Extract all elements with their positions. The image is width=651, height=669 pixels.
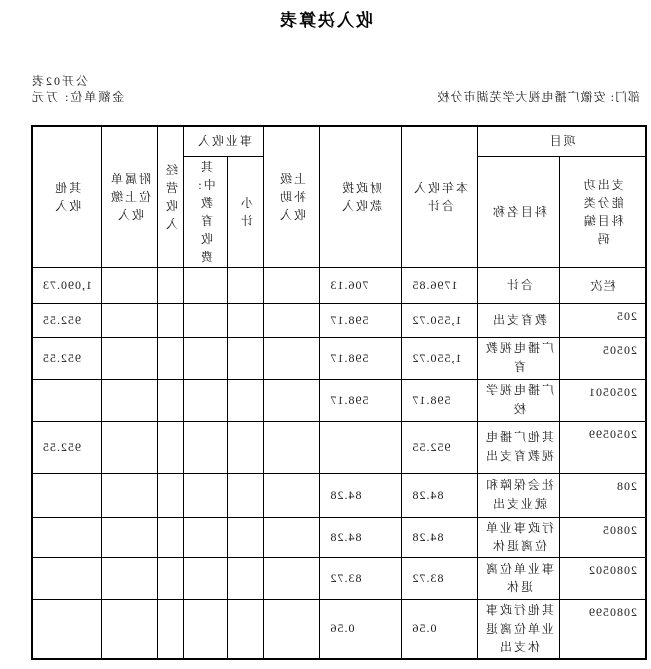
table-row [32,473,646,517]
cell-name: 社会保障和就业支出 [478,473,560,517]
cell-total: 83.72 [402,557,478,599]
cell-other: 952.55 [32,337,102,379]
cell-code: 2050599 [560,421,646,473]
cell-name: 其他广播电视教育支出 [478,421,560,473]
cell-subtotal [228,337,264,379]
header-fiscal-appropriation: 财政拨款收入 [320,126,402,267]
cell-fiscal: 598.17 [320,337,402,379]
cell-name: 广播电视学校 [478,379,560,421]
cell-total: 0.56 [402,599,478,659]
table-row [32,517,646,557]
cell-affiliated [102,557,158,599]
cell-total: 598.17 [402,379,478,421]
cell-subtotal [228,517,264,557]
cell-total: 1,550.72 [402,337,478,379]
cell-other [32,473,102,517]
department-label: 部门: 安徽广播电视大学芜湖市分校 [436,90,640,104]
cell-superior [264,421,320,473]
unit-label: 金额单位: 万元 [30,90,125,104]
table-row [32,303,646,337]
income-final-accounts-table [31,125,647,660]
cell-operating [158,421,184,473]
cell-fiscal: 706.13 [320,267,402,303]
cell-edu-fee [184,557,228,599]
cell-code: 208 [560,473,646,517]
page-title: 收入决算表 [278,11,373,30]
cell-superior [264,337,320,379]
cell-fiscal: 83.72 [320,557,402,599]
cell-fiscal: 598.17 [320,379,402,421]
cell-code: 2050501 [560,379,646,421]
header-operating-income: 经营收入 [158,126,184,267]
meta-row [0,73,651,105]
cell-code: 2080502 [560,557,646,599]
cell-code: 205 [560,303,646,337]
cell-fiscal: 0.56 [320,599,402,659]
cell-affiliated [102,379,158,421]
cell-affiliated [102,303,158,337]
table-row [32,379,646,421]
cell-code: 栏次 [560,267,646,303]
cell-affiliated [102,337,158,379]
cell-subtotal [228,599,264,659]
cell-total: 1,550.72 [402,303,478,337]
cell-other [32,379,102,421]
header-business-income: 事业收入 [184,126,264,156]
cell-affiliated [102,421,158,473]
cell-affiliated [102,473,158,517]
cell-other: 952.55 [32,303,102,337]
cell-operating [158,517,184,557]
meta-right-block [30,73,124,105]
cell-affiliated [102,599,158,659]
cell-code: 20805 [560,517,646,557]
cell-fiscal: 84.28 [320,517,402,557]
cell-operating [158,337,184,379]
cell-edu-fee [184,599,228,659]
cell-fiscal: 84.28 [320,473,402,517]
cell-subtotal [228,303,264,337]
cell-edu-fee [184,379,228,421]
table-row [32,267,646,303]
cell-total: 84.28 [402,517,478,557]
header-superior-subsidy: 上级补助收入 [264,126,320,267]
mirrored-document-page [0,6,651,669]
cell-name: 事业单位离退休 [478,557,560,599]
cell-subtotal [228,557,264,599]
table-row [32,337,646,379]
cell-operating [158,599,184,659]
header-year-total: 本年收入合计 [402,126,478,267]
cell-superior [264,379,320,421]
cell-subtotal [228,267,264,303]
cell-superior [264,599,320,659]
cell-edu-fee [184,517,228,557]
cell-subtotal [228,421,264,473]
cell-name: 合计 [478,267,560,303]
cell-name: 行政事业单位离退休 [478,517,560,557]
header-subject-name: 科目名称 [478,156,560,267]
header-affiliated-income: 附属单位上缴收入 [102,126,158,267]
cell-operating [158,473,184,517]
cell-edu-fee [184,473,228,517]
table-row [32,599,646,659]
cell-operating [158,557,184,599]
cell-other [32,517,102,557]
cell-subtotal [228,473,264,517]
cell-other [32,599,102,659]
cell-name: 广播电视教育 [478,337,560,379]
table-row [32,421,646,473]
cell-superior [264,517,320,557]
cell-edu-fee [184,267,228,303]
cell-operating [158,379,184,421]
cell-code: 20505 [560,337,646,379]
header-project: 项目 [478,126,646,156]
cell-edu-fee [184,421,228,473]
cell-name: 教育支出 [478,303,560,337]
cell-superior [264,557,320,599]
header-function-code: 支出功能分类科目编码 [560,156,646,267]
cell-fiscal: 598.17 [320,303,402,337]
cell-total: 84.28 [402,473,478,517]
cell-superior [264,267,320,303]
cell-operating [158,267,184,303]
cell-affiliated [102,517,158,557]
cell-subtotal [228,379,264,421]
cell-operating [158,303,184,337]
header-subtotal: 小计 [228,156,264,267]
cell-affiliated [102,267,158,303]
cell-superior [264,473,320,517]
header-education-fee: 其中:教育收费 [184,156,228,267]
cell-edu-fee [184,303,228,337]
cell-superior [264,303,320,337]
header-other-income: 其他收入 [32,126,102,267]
table-number-label: 公开02表 [30,74,89,88]
cell-total: 952.55 [402,421,478,473]
cell-other: 1,090.73 [32,267,102,303]
cell-edu-fee [184,337,228,379]
cell-total: 1796.85 [402,267,478,303]
table-row [32,557,646,599]
cell-code: 2080599 [560,599,646,659]
cell-other [32,557,102,599]
cell-name: 其他行政事业单位离退休支出 [478,599,560,659]
cell-fiscal [320,421,402,473]
cell-other: 952.55 [32,421,102,473]
